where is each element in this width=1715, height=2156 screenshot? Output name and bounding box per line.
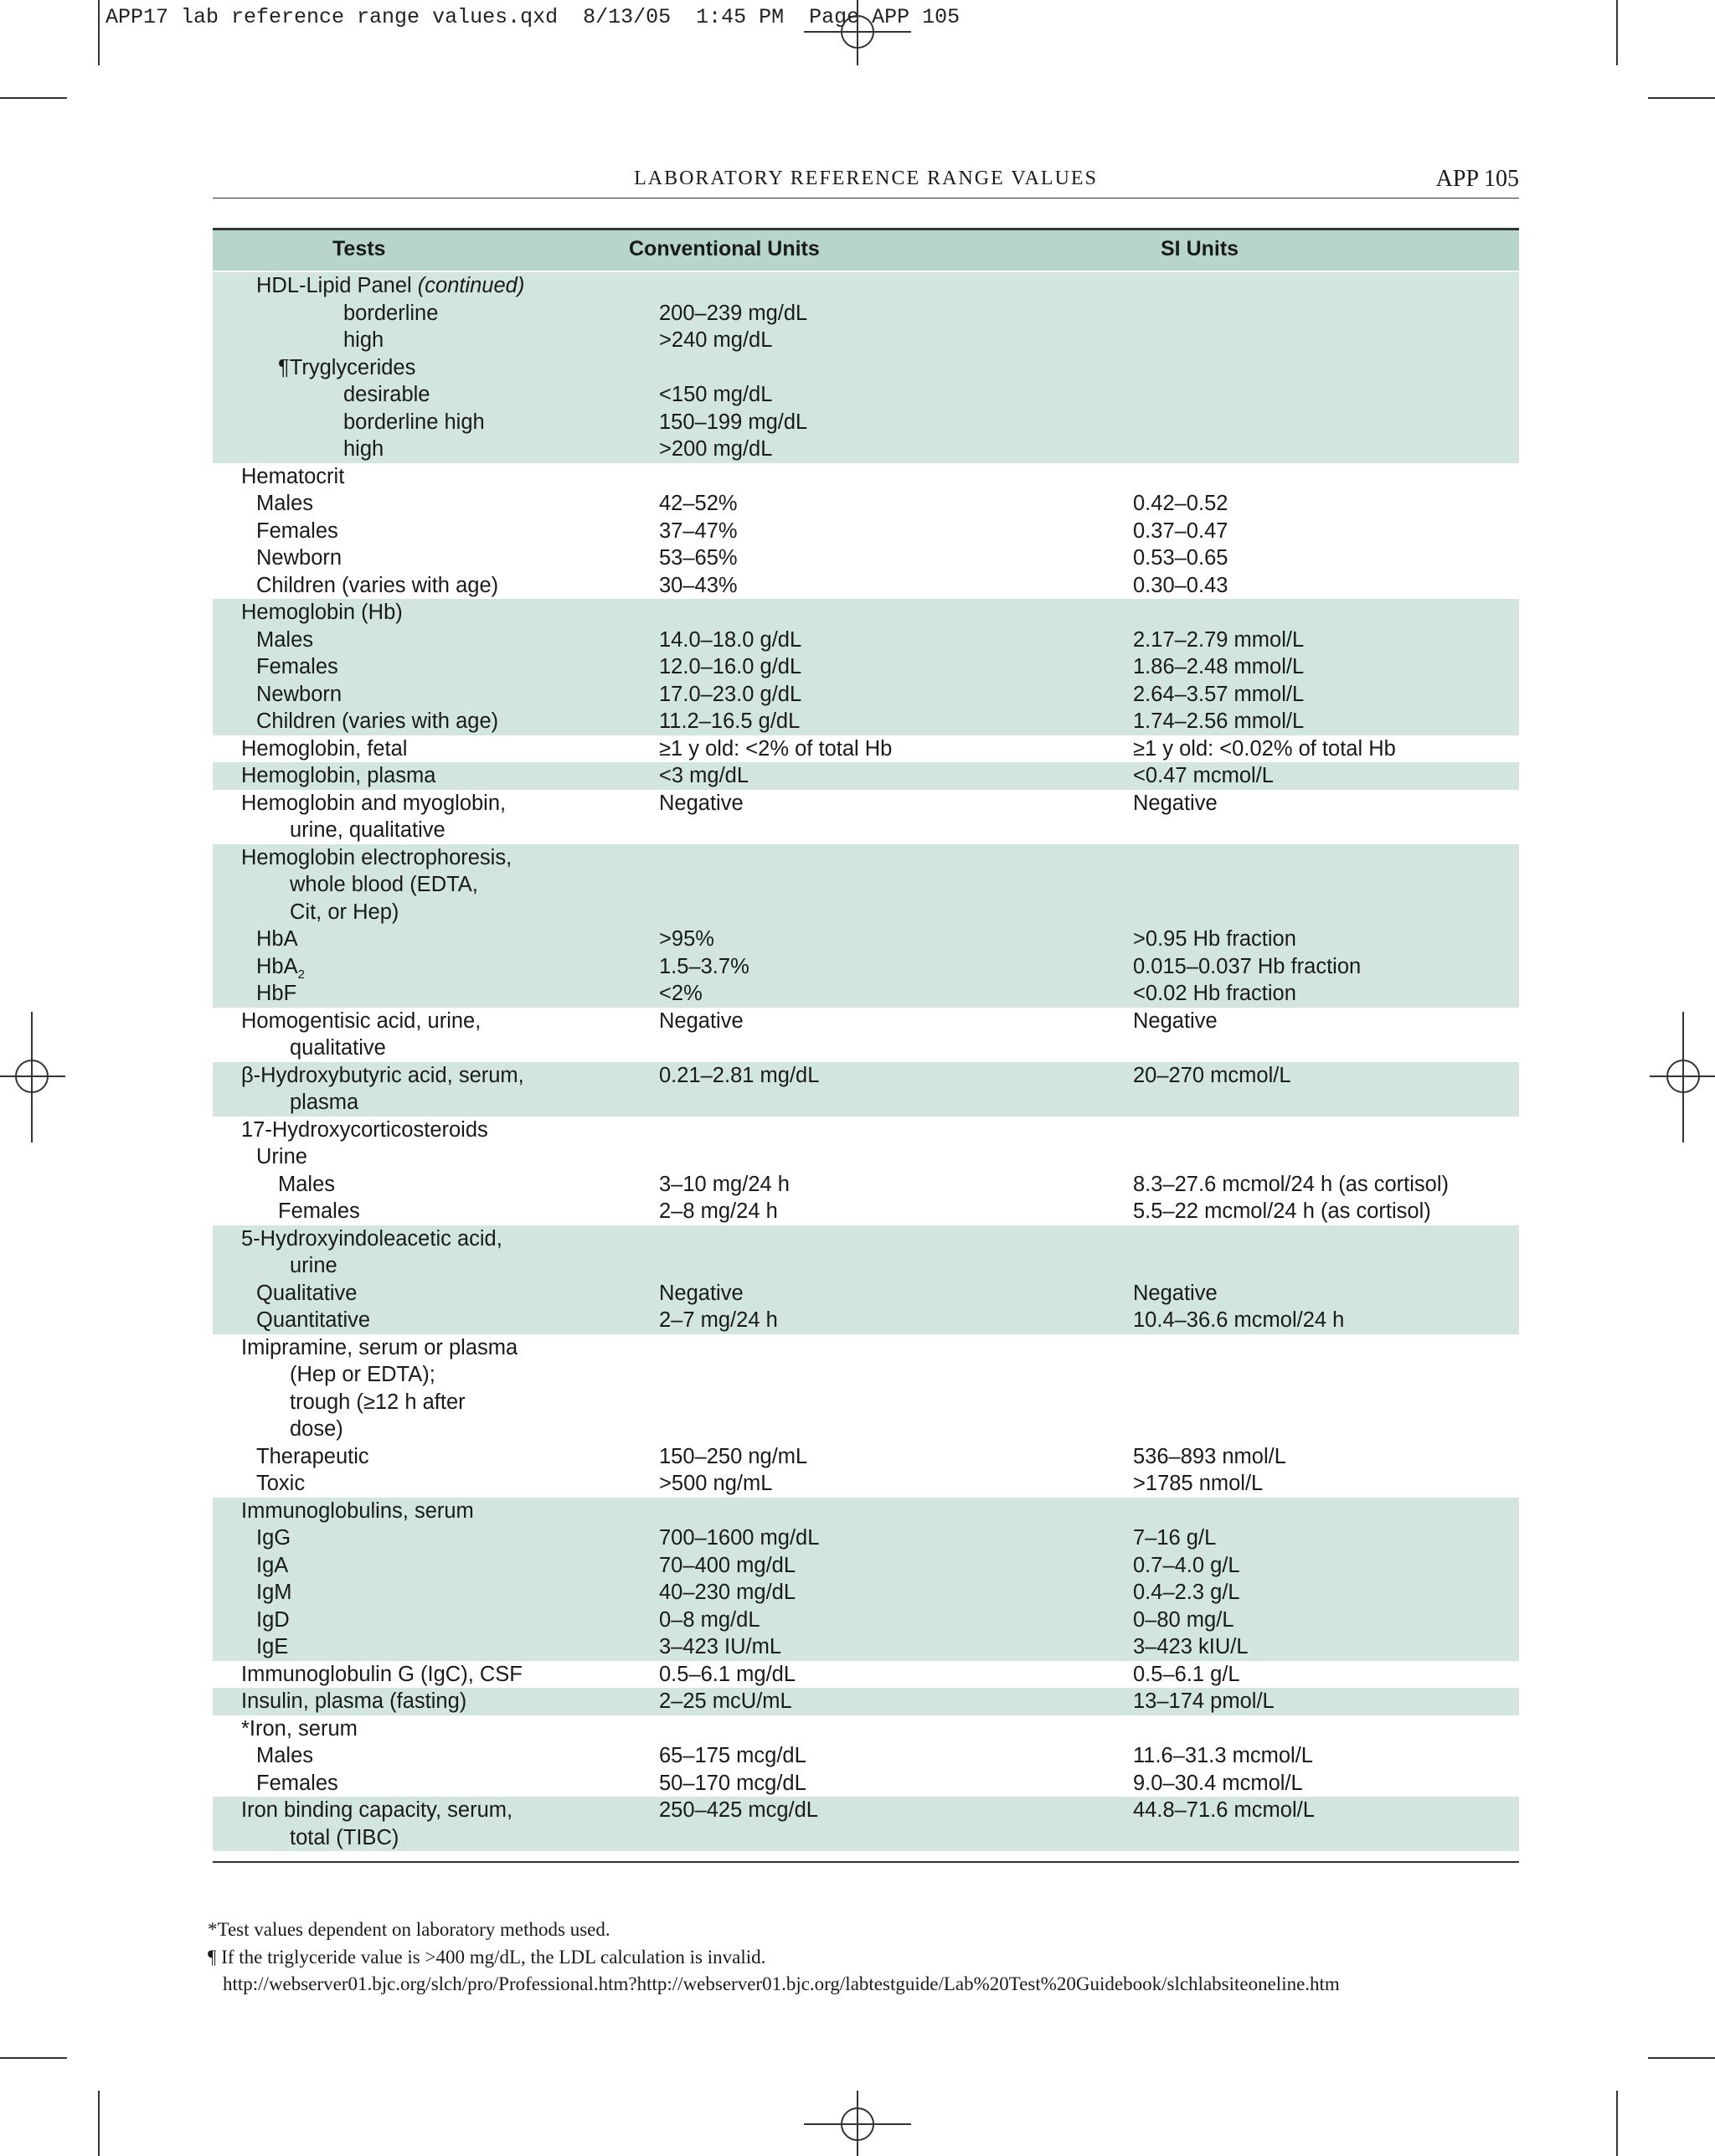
si-value: 2.64–3.57 mmol/L — [1133, 682, 1305, 706]
test-name: ¶Tryglycerides — [278, 355, 416, 379]
table-row — [213, 1334, 1519, 1362]
si-value: Negative — [1133, 791, 1218, 815]
running-header — [213, 166, 1519, 194]
test-name: Females — [256, 655, 338, 678]
test-name-cell — [256, 627, 313, 654]
table-row — [213, 599, 1519, 627]
si-value: 13–174 pmol/L — [1133, 1689, 1275, 1713]
test-name: Newborn — [256, 546, 342, 570]
test-name-cell — [256, 1524, 291, 1552]
table-row — [213, 1062, 1519, 1090]
test-name-cell — [241, 1715, 358, 1743]
si-value: 0.7–4.0 g/L — [1133, 1553, 1240, 1577]
conventional-value: Negative — [659, 1281, 744, 1305]
test-name-cell — [256, 272, 524, 300]
conventional-value: Negative — [659, 1008, 744, 1033]
table-row — [213, 354, 1519, 382]
test-name: HbF — [256, 982, 297, 1005]
table-row — [213, 681, 1519, 709]
test-name-cell — [290, 1034, 386, 1062]
test-name: Males — [256, 1744, 314, 1767]
column-header-conventional: Conventional Units — [629, 237, 820, 260]
conventional-value: 2–7 mg/24 h — [659, 1308, 778, 1332]
table-row — [213, 1524, 1519, 1552]
test-name: Hemoglobin, plasma — [241, 764, 436, 787]
table-bottom-rule — [213, 1861, 1519, 1863]
test-name: borderline high — [343, 410, 485, 434]
table-row — [213, 381, 1519, 409]
test-name: IgG — [256, 1526, 291, 1550]
si-value: 0.37–0.47 — [1133, 518, 1228, 543]
conventional-value: 2–25 mcU/mL — [659, 1689, 792, 1713]
table-row-group — [213, 1062, 1519, 1117]
table-row — [213, 300, 1519, 328]
table-row — [213, 1715, 1519, 1743]
si-value: 5.5–22 mcmol/24 h (as cortisol) — [1133, 1199, 1431, 1223]
test-name-cell — [343, 436, 384, 463]
table-row — [213, 1008, 1519, 1035]
test-name-cell — [256, 980, 296, 1008]
test-name-subscript: 2 — [297, 967, 305, 982]
table-row — [213, 790, 1519, 818]
test-name: Males — [278, 1172, 336, 1196]
conventional-value: 200–239 mg/dL — [659, 301, 808, 325]
test-name: Quantitative — [256, 1308, 371, 1332]
table-row-group — [213, 1715, 1519, 1798]
column-header-si: SI Units — [1161, 237, 1239, 260]
table-row — [213, 735, 1519, 763]
test-name-cell — [241, 1661, 523, 1689]
test-name: 5-Hydroxyindoleacetic acid, — [241, 1226, 502, 1251]
test-name-cell — [256, 518, 338, 545]
test-name: Hemoglobin electrophoresis, — [241, 845, 512, 869]
table-row — [213, 708, 1519, 735]
conventional-value: 65–175 mcg/dL — [659, 1744, 806, 1767]
test-name: total (TIBC) — [290, 1825, 399, 1849]
test-name-cell — [241, 735, 407, 763]
table-row — [213, 1307, 1519, 1334]
test-name: desirable — [343, 383, 430, 406]
table-row — [213, 1498, 1519, 1525]
test-name-cell — [278, 354, 415, 382]
test-name-cell — [241, 1334, 518, 1362]
footnote-url: http://webserver01.bjc.org/slch/pro/Professional.htm?http://webserver01.bjc.org/labtestguide/Lab%20Test%20Guidebook/slchlabsiteoneline.htm — [223, 1973, 1340, 1994]
table-row-group — [213, 599, 1519, 735]
footnotes — [208, 1916, 1340, 1999]
registration-mark-icon — [0, 1012, 67, 1146]
table-row — [213, 953, 1519, 981]
test-name: IgA — [256, 1553, 289, 1577]
test-name-cell — [256, 1552, 288, 1580]
conventional-value: 53–65% — [659, 546, 738, 570]
table-row — [213, 817, 1519, 844]
crop-mark — [1648, 2057, 1715, 2059]
si-value: 1.86–2.48 mmol/L — [1133, 655, 1305, 678]
test-name-cell — [241, 1498, 474, 1525]
test-name-cell — [256, 1143, 307, 1171]
test-name-cell — [256, 1607, 290, 1634]
test-name-cell — [343, 409, 485, 436]
conventional-value: 2–8 mg/24 h — [659, 1199, 778, 1223]
conventional-value: <150 mg/dL — [659, 383, 773, 406]
table-row-group — [213, 1117, 1519, 1225]
conventional-value: <2% — [659, 982, 703, 1005]
table-row — [213, 627, 1519, 654]
footnote: *Test values dependent on laboratory methods used. — [208, 1919, 610, 1940]
table-row-group — [213, 1008, 1519, 1062]
table-row — [213, 272, 1519, 300]
table-row — [213, 899, 1519, 926]
test-name: dose) — [290, 1417, 343, 1441]
si-value: 3–423 kIU/L — [1133, 1635, 1249, 1658]
table-row — [213, 1198, 1519, 1225]
test-name: HDL-Lipid Panel — [256, 274, 412, 297]
test-name: HbA — [256, 954, 298, 978]
table-row — [213, 1361, 1519, 1389]
si-value: ≥1 y old: <0.02% of total Hb — [1133, 736, 1396, 761]
si-value: 2.17–2.79 mmol/L — [1133, 627, 1305, 652]
test-name: Cit, or Hep) — [290, 900, 399, 924]
conventional-value: 11.2–16.5 g/dL — [659, 709, 801, 733]
si-value: 8.3–27.6 mcmol/24 h (as cortisol) — [1133, 1172, 1449, 1196]
test-name-cell — [278, 1171, 335, 1199]
si-value: 44.8–71.6 mcmol/L — [1133, 1798, 1315, 1822]
test-name-cell — [290, 1361, 435, 1389]
test-name: Males — [256, 492, 314, 515]
test-name-cell — [290, 1416, 343, 1443]
test-name-cell — [256, 572, 498, 600]
test-name-cell — [256, 681, 342, 709]
table-row — [213, 490, 1519, 518]
conventional-value: >95% — [659, 927, 714, 951]
conventional-value: ≥1 y old: <2% of total Hb — [659, 736, 893, 761]
registration-mark-icon — [1648, 1012, 1715, 1146]
registration-mark-icon — [791, 2089, 924, 2156]
test-name-cell — [343, 300, 438, 328]
test-name-cell — [290, 899, 399, 926]
header-title: LABORATORY REFERENCE RANGE VALUES — [634, 168, 1098, 189]
test-name: borderline — [343, 301, 439, 325]
conventional-value: 0.5–6.1 mg/dL — [659, 1662, 796, 1686]
test-name: Hemoglobin (Hb) — [241, 601, 403, 624]
table-row — [213, 1607, 1519, 1634]
test-name-cell — [256, 1633, 288, 1661]
si-value: 20–270 mcmol/L — [1133, 1063, 1291, 1087]
table-row — [213, 926, 1519, 953]
test-name-cell — [256, 1770, 338, 1798]
test-name-cell — [278, 1198, 360, 1225]
test-name: Children (varies with age) — [256, 709, 499, 733]
si-value: 536–893 nmol/L — [1133, 1444, 1286, 1468]
table-row-group — [213, 1225, 1519, 1334]
si-value: 0.42–0.52 — [1133, 492, 1228, 515]
table-row — [213, 1034, 1519, 1062]
si-value: >0.95 Hb fraction — [1133, 927, 1296, 951]
test-name: Newborn — [256, 682, 342, 706]
table-row-group — [213, 1797, 1519, 1851]
table-row — [213, 1552, 1519, 1580]
table-row — [213, 1143, 1519, 1171]
table-row-group — [213, 762, 1519, 790]
test-name-cell — [256, 1443, 369, 1471]
test-name-cell — [290, 1252, 337, 1280]
conventional-value: >500 ng/mL — [659, 1472, 773, 1495]
test-name-cell — [241, 762, 435, 790]
test-name-cell — [343, 327, 384, 354]
test-name: β-Hydroxybutyric acid, serum, — [241, 1063, 524, 1087]
si-value: 0.015–0.037 Hb fraction — [1133, 954, 1362, 978]
test-name-cell — [256, 490, 313, 518]
test-name-cell — [256, 926, 298, 953]
table-row — [213, 409, 1519, 436]
crop-mark — [1616, 0, 1618, 65]
test-name-cell — [241, 1062, 524, 1090]
test-name-cell — [290, 817, 445, 844]
table-row — [213, 871, 1519, 899]
table-row — [213, 1117, 1519, 1144]
test-name: Qualitative — [256, 1281, 358, 1305]
test-name: trough (≥12 h after — [290, 1390, 466, 1414]
conventional-value: 14.0–18.0 g/dL — [659, 627, 802, 652]
si-value: 0–80 mg/L — [1133, 1607, 1234, 1632]
test-name: high — [343, 437, 384, 461]
test-name-cell — [256, 1579, 292, 1607]
crop-mark — [1648, 97, 1715, 99]
table-row — [213, 653, 1519, 681]
test-name: IgM — [256, 1581, 292, 1604]
crop-mark — [98, 0, 100, 65]
header-rule — [213, 198, 1519, 199]
test-name-cell — [290, 871, 478, 899]
conventional-value: 12.0–16.0 g/dL — [659, 655, 802, 678]
test-name-cell — [256, 1742, 313, 1770]
reference-table-body — [213, 272, 1519, 1851]
page-number: APP 105 — [1435, 166, 1519, 192]
table-row — [213, 762, 1519, 790]
test-name-cell — [241, 844, 512, 872]
test-name: Females — [256, 1771, 338, 1795]
table-row-group — [213, 1498, 1519, 1661]
table-row-group — [213, 1688, 1519, 1715]
test-name: (Hep or EDTA); — [290, 1363, 435, 1386]
table-row — [213, 980, 1519, 1008]
test-name-cell — [241, 1797, 512, 1824]
test-name: IgD — [256, 1607, 290, 1632]
si-value: 11.6–31.3 mcmol/L — [1133, 1744, 1313, 1767]
test-name-note: (continued) — [411, 274, 525, 297]
crop-mark — [1616, 2091, 1618, 2156]
table-row — [213, 1579, 1519, 1607]
test-name-cell — [241, 1688, 466, 1715]
table-row — [213, 1688, 1519, 1715]
si-value: <0.02 Hb fraction — [1133, 982, 1296, 1005]
table-row — [213, 1742, 1519, 1770]
test-name: Females — [278, 1199, 360, 1223]
test-name-cell — [241, 1008, 481, 1035]
test-name: Toxic — [256, 1472, 306, 1495]
si-value: 1.74–2.56 mmol/L — [1133, 709, 1305, 733]
si-value: >1785 nmol/L — [1133, 1472, 1264, 1495]
table-row-group — [213, 735, 1519, 763]
conventional-value: 50–170 mcg/dL — [659, 1771, 806, 1795]
test-name: Hemoglobin, fetal — [241, 736, 408, 761]
test-name: Insulin, plasma (fasting) — [241, 1689, 467, 1713]
test-name-cell — [256, 1280, 357, 1308]
test-name: IgE — [256, 1635, 289, 1658]
registration-mark-icon — [791, 0, 924, 67]
test-name: HbA — [256, 927, 298, 951]
conventional-value: 37–47% — [659, 518, 738, 543]
table-row — [213, 1824, 1519, 1852]
si-value: 0.5–6.1 g/L — [1133, 1662, 1240, 1686]
crop-mark — [98, 2091, 100, 2156]
si-value: 0.53–0.65 — [1133, 546, 1228, 570]
conventional-value: Negative — [659, 791, 744, 815]
conventional-value: 40–230 mg/dL — [659, 1581, 796, 1604]
si-value: Negative — [1133, 1008, 1218, 1033]
table-row — [213, 1633, 1519, 1661]
table-row — [213, 1225, 1519, 1253]
test-name: Hemoglobin and myoglobin, — [241, 791, 507, 815]
test-name: Children (varies with age) — [256, 573, 499, 597]
conventional-value: 700–1600 mg/dL — [659, 1526, 820, 1550]
table-row-group — [213, 463, 1519, 600]
table-row-group — [213, 844, 1519, 1008]
test-name-cell — [290, 1389, 466, 1416]
conventional-value: >240 mg/dL — [659, 328, 773, 352]
test-name-cell — [241, 1117, 488, 1144]
table-row — [213, 1443, 1519, 1471]
conventional-value: 150–250 ng/mL — [659, 1444, 808, 1468]
table-row-group — [213, 1661, 1519, 1689]
test-name: urine, qualitative — [290, 818, 445, 842]
test-name-cell — [256, 544, 342, 572]
table-column-header — [213, 230, 1519, 271]
table-row — [213, 1171, 1519, 1199]
conventional-value: 250–425 mcg/dL — [659, 1798, 818, 1822]
conventional-value: 0.21–2.81 mg/dL — [659, 1063, 820, 1087]
test-name-cell — [241, 463, 344, 491]
test-name: Immunoglobulins, serum — [241, 1498, 474, 1523]
conventional-value: 1.5–3.7% — [659, 954, 749, 978]
table-row — [213, 518, 1519, 545]
conventional-value: >200 mg/dL — [659, 437, 773, 461]
test-name: Iron binding capacity, serum, — [241, 1798, 513, 1822]
si-value: 0.30–0.43 — [1133, 573, 1228, 597]
conventional-value: 30–43% — [659, 573, 738, 597]
table-row — [213, 544, 1519, 572]
table-row — [213, 1389, 1519, 1416]
table-row — [213, 1661, 1519, 1689]
test-name: Imipramine, serum or plasma — [241, 1335, 518, 1359]
test-name: Homogentisic acid, urine, — [241, 1008, 482, 1033]
test-name: qualitative — [290, 1036, 386, 1060]
test-name-cell — [256, 708, 498, 735]
si-value: Negative — [1133, 1281, 1218, 1305]
test-name: 17-Hydroxycorticosteroids — [241, 1117, 488, 1142]
si-value: 10.4–36.6 mcmol/24 h — [1133, 1308, 1345, 1332]
column-header-tests: Tests — [332, 237, 386, 260]
test-name: Urine — [256, 1145, 307, 1168]
conventional-value: 0–8 mg/dL — [659, 1607, 760, 1632]
table-row — [213, 1089, 1519, 1117]
table-row — [213, 463, 1519, 491]
table-row — [213, 436, 1519, 463]
footnote: ¶ If the triglyceride value is >400 mg/dL, the LDL calculation is invalid. — [208, 1946, 766, 1968]
table-row-group — [213, 272, 1519, 463]
test-name-cell — [256, 1307, 370, 1334]
table-row — [213, 1280, 1519, 1308]
table-row — [213, 572, 1519, 600]
test-name-cell — [256, 653, 338, 681]
table-row — [213, 327, 1519, 354]
table-row — [213, 1252, 1519, 1280]
si-value: 7–16 g/L — [1133, 1526, 1217, 1550]
test-name: whole blood (EDTA, — [290, 873, 478, 896]
crop-mark — [0, 97, 67, 99]
table-row — [213, 1770, 1519, 1798]
test-name-cell — [343, 381, 430, 409]
test-name: Males — [256, 627, 314, 652]
table-row — [213, 1470, 1519, 1498]
file-slug: APP17 lab reference range values.qxd 8/13/05 1:45 PM Page APP 105 — [106, 5, 961, 29]
test-name-cell — [241, 790, 506, 818]
test-name: Therapeutic — [256, 1444, 369, 1468]
test-name-cell — [256, 1470, 305, 1498]
test-name-cell — [241, 599, 403, 627]
table-row — [213, 844, 1519, 872]
test-name: high — [343, 328, 384, 352]
test-name-cell — [290, 1824, 399, 1852]
test-name-cell — [241, 1225, 502, 1253]
conventional-value: 150–199 mg/dL — [659, 410, 808, 434]
table-row — [213, 1797, 1519, 1824]
conventional-value: 3–423 IU/mL — [659, 1635, 782, 1658]
table-row — [213, 1416, 1519, 1443]
conventional-value: <3 mg/dL — [659, 764, 749, 787]
test-name-cell — [290, 1089, 358, 1117]
si-value: 0.4–2.3 g/L — [1133, 1581, 1240, 1604]
conventional-value: 70–400 mg/dL — [659, 1553, 796, 1577]
test-name: plasma — [290, 1091, 359, 1114]
test-name: *Iron, serum — [241, 1716, 358, 1741]
table-row-group — [213, 1334, 1519, 1498]
crop-mark — [0, 2057, 67, 2059]
conventional-value: 3–10 mg/24 h — [659, 1172, 790, 1196]
table-row-group — [213, 790, 1519, 844]
si-value: 9.0–30.4 mcmol/L — [1133, 1771, 1303, 1795]
conventional-value: 17.0–23.0 g/dL — [659, 682, 802, 706]
test-name: urine — [290, 1254, 337, 1277]
conventional-value: 42–52% — [659, 492, 738, 515]
si-value: <0.47 mcmol/L — [1133, 764, 1274, 787]
test-name: Females — [256, 518, 338, 543]
test-name: Hematocrit — [241, 464, 345, 488]
test-name: Immunoglobulin G (IgC), CSF — [241, 1662, 523, 1686]
